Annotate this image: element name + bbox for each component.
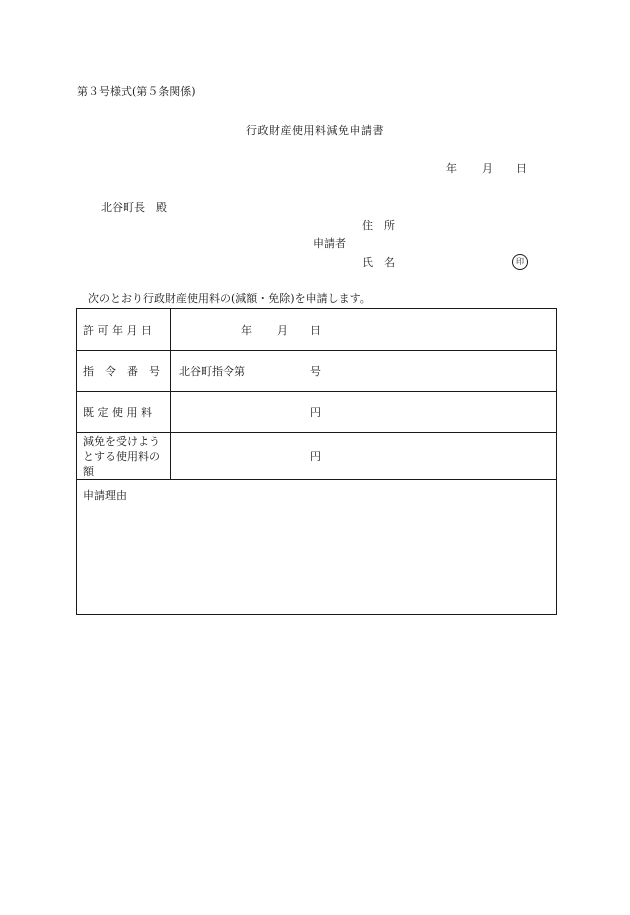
permit-day: 日 <box>310 323 321 337</box>
reduction-amount-value <box>172 432 556 479</box>
permit-date-value <box>172 309 556 350</box>
form-number: 第３号様式(第５条関係) <box>77 85 196 98</box>
seal-mark: 印 <box>512 254 528 270</box>
order-number-row <box>77 350 556 392</box>
address-label: 住 所 <box>362 219 395 232</box>
date-month: 月 <box>482 162 493 175</box>
permit-date-label: 許 可 年 月 日 <box>77 309 171 350</box>
reduction-amount-label: 減免を受けようとする使用料の額 <box>77 432 171 479</box>
order-number-label: 指 令 番 号 <box>77 350 171 391</box>
permit-month: 月 <box>277 323 288 337</box>
reduction-amount-unit: 円 <box>310 449 321 463</box>
order-number-suffix: 号 <box>310 364 321 378</box>
applicant-label: 申請者 <box>313 237 346 250</box>
reason-row <box>77 479 556 614</box>
date-year: 年 <box>446 162 457 175</box>
permit-date-row <box>77 309 556 351</box>
reduction-amount-row <box>77 432 556 480</box>
permit-year: 年 <box>241 323 252 337</box>
fixed-fee-label: 既 定 使 用 料 <box>77 391 171 432</box>
fixed-fee-unit: 円 <box>310 405 321 419</box>
intro-text: 次のとおり行政財産使用料の(減額・免除)を申請します。 <box>88 292 371 305</box>
document-title: 行政財産使用料減免申請書 <box>246 124 384 137</box>
fixed-fee-value <box>172 391 556 432</box>
addressee-name: 北谷町長 <box>101 201 145 214</box>
order-number-prefix: 北谷町指令第 <box>179 364 245 378</box>
name-label: 氏 名 <box>362 256 395 269</box>
reason-label: 申請理由 <box>83 489 127 502</box>
application-table <box>76 308 557 615</box>
order-number-value <box>172 350 556 391</box>
fixed-fee-row <box>77 391 556 433</box>
addressee-honorific: 殿 <box>156 201 167 214</box>
date-day: 日 <box>516 162 527 175</box>
